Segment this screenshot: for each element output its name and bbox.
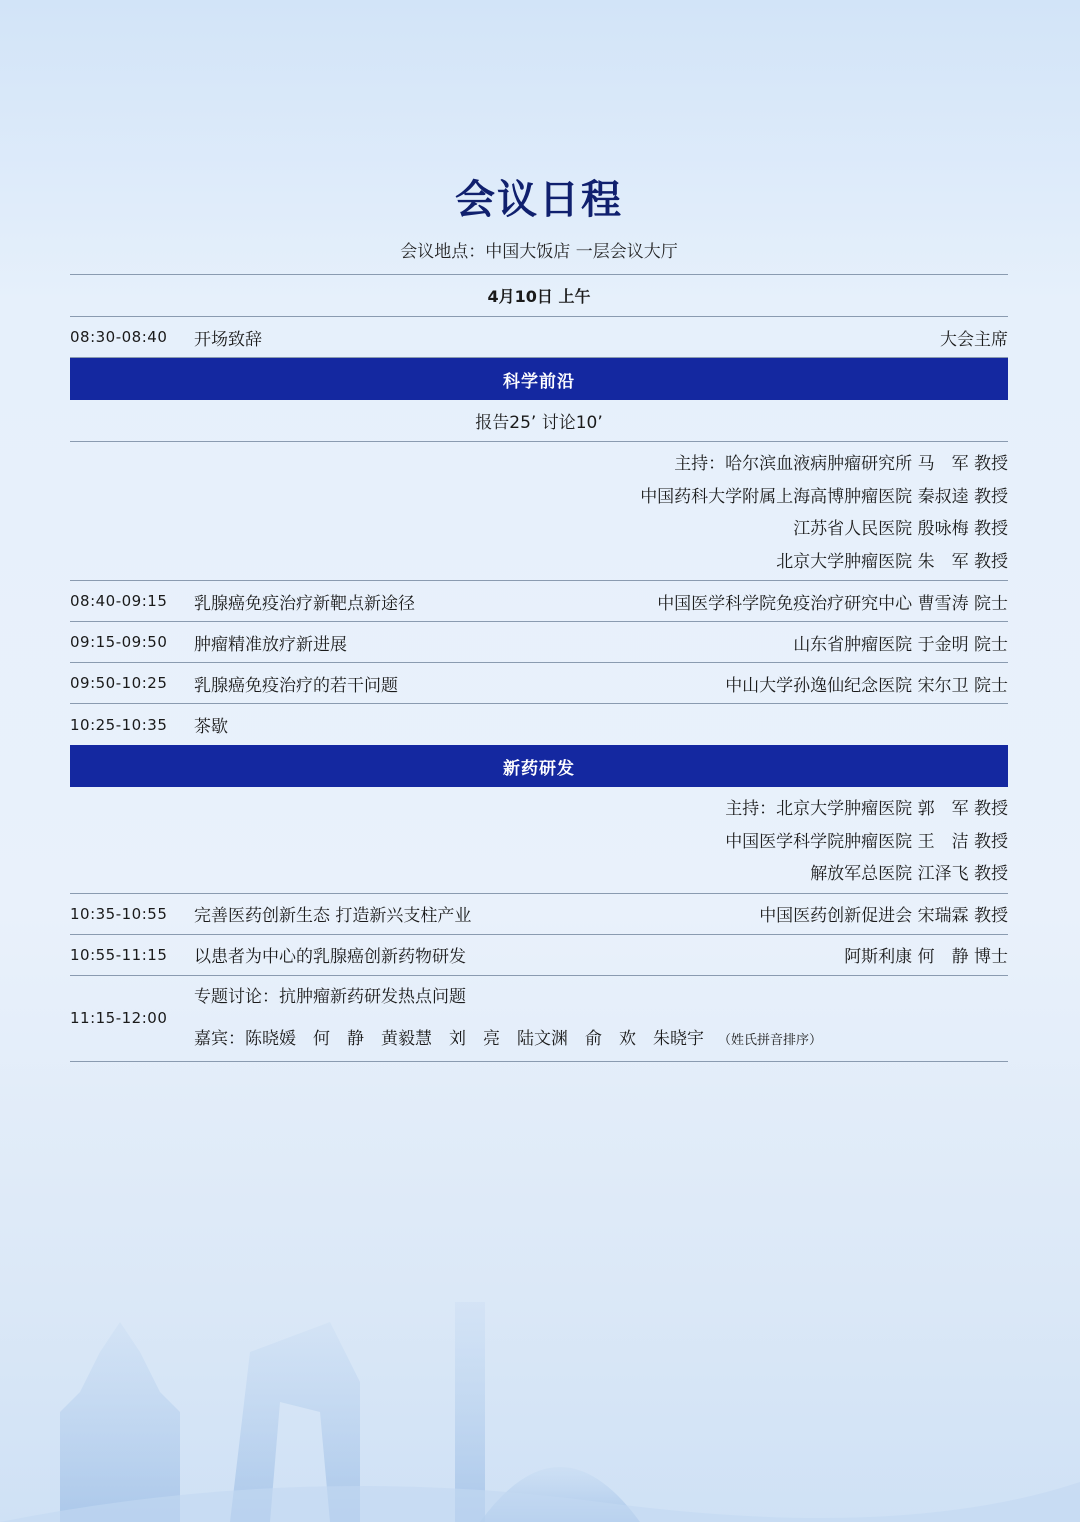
section-band-science: 科学前沿 <box>70 358 1008 400</box>
speaker: 大会主席 <box>940 329 1008 350</box>
speaker: 中国医学科学院免疫治疗研究中心 曹雪涛 院士 <box>657 593 1008 614</box>
panel-topic: 专题讨论：抗肿瘤新药研发热点问题 <box>194 987 466 1007</box>
host-line: 中国医学科学院肿瘤医院 王 洁 教授 <box>725 831 1008 852</box>
schedule-row <box>70 663 1008 704</box>
schedule-row-opening <box>70 317 1008 358</box>
section-band-new-drugs: 新药研发 <box>70 745 1008 787</box>
panel-discussion-row <box>70 976 1008 1062</box>
topic: 乳腺癌免疫治疗新靶点新途径 <box>194 593 415 614</box>
city-skyline-illustration <box>0 1262 1080 1522</box>
speaker: 山东省肿瘤医院 于金明 院士 <box>793 634 1008 655</box>
guest-list: 嘉宾：陈晓媛 何 静 黄毅慧 刘 亮 陆文渊 俞 欢 朱晓宇 <box>194 1029 704 1049</box>
schedule-row <box>70 622 1008 663</box>
time-slot: 11:15-12:00 <box>70 1009 168 1027</box>
host-line: 主持：北京大学肿瘤医院 郭 军 教授 <box>725 799 1008 819</box>
page-title: 会议日程 <box>455 177 623 223</box>
time-slot: 08:40-09:15 <box>70 592 168 610</box>
topic: 以患者为中心的乳腺癌创新药物研发 <box>194 947 466 967</box>
sort-note: （姓氏拼音排序） <box>718 1033 823 1048</box>
time-slot: 09:50-10:25 <box>70 674 168 692</box>
format-note: 报告25’ 讨论10’ <box>70 400 1008 442</box>
time-slot: 10:35-10:55 <box>70 904 168 923</box>
panel-guests <box>194 1018 1008 1060</box>
speaker: 中山大学孙逸仙纪念医院 宋尔卫 院士 <box>725 675 1008 696</box>
time-slot: 10:25-10:35 <box>70 715 168 734</box>
topic: 开场致辞 <box>194 329 262 350</box>
schedule-row <box>70 935 1008 976</box>
venue-text: 会议地点：中国大饭店 一层会议大厅 <box>400 242 678 262</box>
topic: 茶歇 <box>194 717 228 737</box>
schedule-row <box>70 581 1008 622</box>
topic: 乳腺癌免疫治疗的若干问题 <box>194 675 398 696</box>
host-line: 中国药科大学附属上海高博肿瘤医院 秦叔逵 教授 <box>640 486 1008 507</box>
schedule-row-break <box>70 704 1008 745</box>
schedule-row <box>70 894 1008 935</box>
time-slot: 10:55-11:15 <box>70 945 168 964</box>
topic: 完善医药创新生态 打造新兴支柱产业 <box>194 906 472 926</box>
hosts-block-new-drugs <box>70 787 1008 894</box>
host-line: 解放军总医院 江泽飞 教授 <box>810 864 1008 884</box>
speaker: 阿斯利康 何 静 博士 <box>844 947 1008 967</box>
topic: 肿瘤精准放疗新进展 <box>194 634 347 655</box>
host-line: 江苏省人民医院 殷咏梅 教授 <box>793 519 1008 539</box>
time-slot: 08:30-08:40 <box>70 328 168 346</box>
date-header: 4月10日 上午 <box>70 275 1008 317</box>
host-line: 主持：哈尔滨血液病肿瘤研究所 马 军 教授 <box>674 454 1008 474</box>
time-slot: 09:15-09:50 <box>70 633 168 651</box>
hosts-block-science <box>70 442 1008 581</box>
schedule-table <box>70 274 1008 1062</box>
host-line: 北京大学肿瘤医院 朱 军 教授 <box>776 551 1008 572</box>
speaker: 中国医药创新促进会 宋瑞霖 教授 <box>759 906 1008 926</box>
